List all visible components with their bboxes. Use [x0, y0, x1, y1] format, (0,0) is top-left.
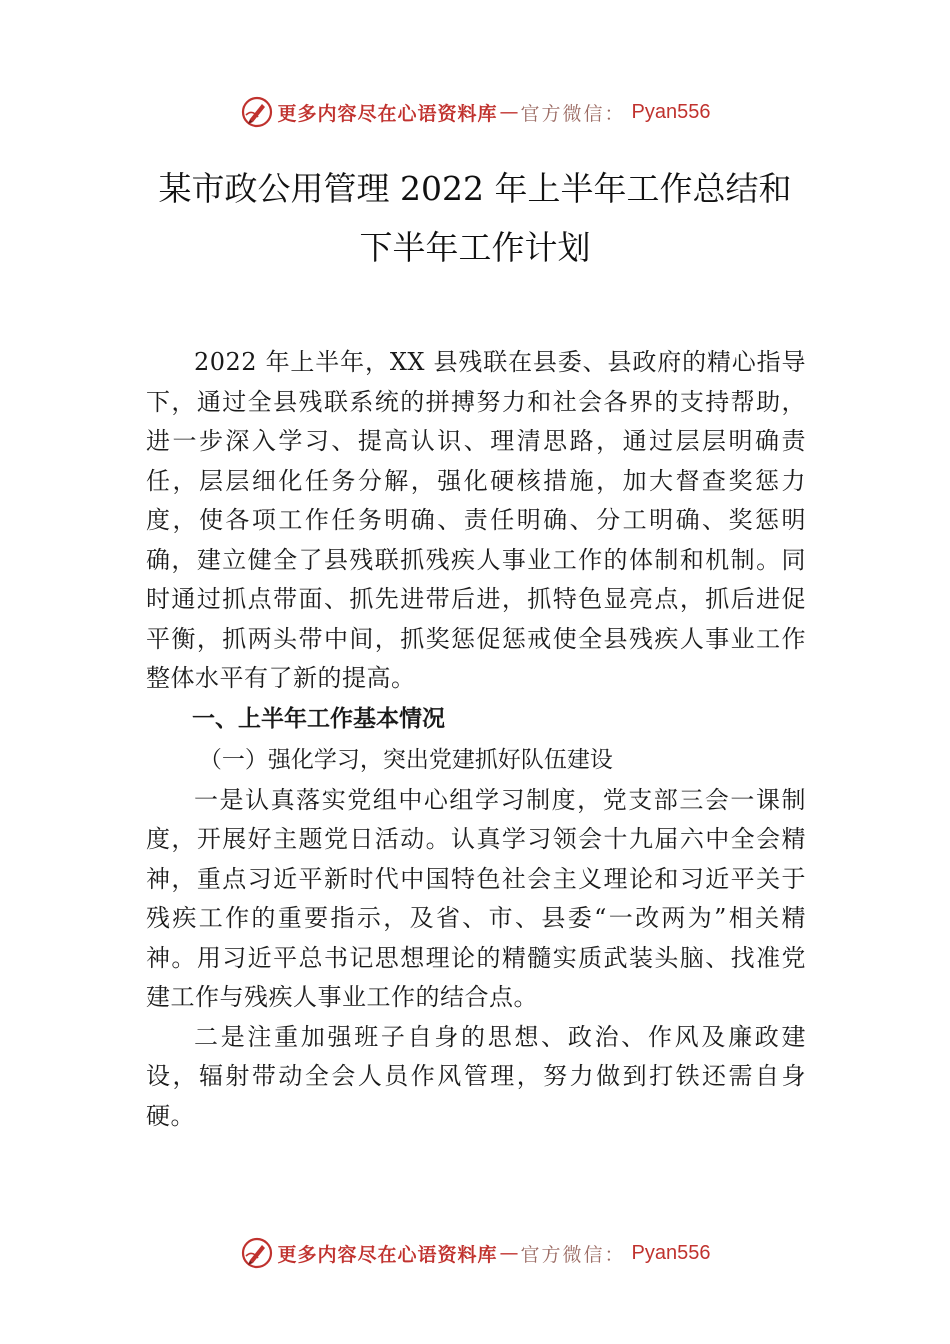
watermark-wechat-label: 官方微信： — [520, 102, 626, 125]
intro-paragraph: 2022 年上半年，XX 县残联在县委、县政府的精心指导下，通过全县残联系统的拼搏努力和社会各界的支持帮助，进一步深入学习、提高认识、理清思路，通过层层明确责任，层层细化任务分解，强化硬核措施，加大督查奖惩力度，使各项工作任务明确、责任明确、分工明确、奖惩明确，建立健全了县残联抓残疾人事业工作的体制和机制。同时通过抓点带面、抓先进带后进，抓特色显亮点，抓后进促平衡，抓两头带中间，抓奖惩促惩戒使全县残疾人事业工作整体水平有了新的提高。 — [146, 348, 806, 692]
watermark-banner-bottom — [0, 1233, 950, 1273]
watermark-dash: — — [499, 1242, 519, 1264]
watermark-site-name: 更多内容尽在心语资料库 — [277, 1243, 498, 1266]
watermark-wechat-id: Pyan556 — [631, 100, 711, 123]
watermark-site-name: 更多内容尽在心语资料库 — [277, 102, 498, 125]
watermark-wechat-id: Pyan556 — [631, 1241, 711, 1264]
watermark-dash: — — [499, 101, 519, 123]
body-paragraph-1: 一是认真落实党组中心组学习制度，党支部三会一课制度，开展好主题党日活动。认真学习领会十九届六中全会精神，重点习近平新时代中国特色社会主义理论和习近平关于残疾工作的重要指示，及省、市、县委“一改两为”相关精神。用习近平总书记思想理论的精髓实质武装头脑、找准党建工作与残疾人事业工作的结合点。 — [146, 785, 806, 1011]
document-body — [146, 343, 806, 1136]
section-heading: 一、上半年工作基本情况 — [192, 705, 445, 732]
pen-logo-icon — [240, 1236, 274, 1270]
watermark-banner-top — [0, 92, 950, 132]
pen-logo-icon — [240, 95, 274, 129]
watermark-wechat-label: 官方微信： — [520, 1243, 626, 1266]
body-paragraph-2: 二是注重加强班子自身的思想、政治、作风及廉政建设，辐射带动全会人员作风管理，努力做到打铁还需自身硬。 — [146, 1022, 806, 1130]
document-title-line1: 某市政公用管理 2022 年上半年工作总结和 — [158, 169, 792, 208]
document-title-line2: 下半年工作计划 — [359, 228, 591, 267]
subsection-heading: （一）强化学习，突出党建抓好队伍建设 — [198, 746, 613, 773]
